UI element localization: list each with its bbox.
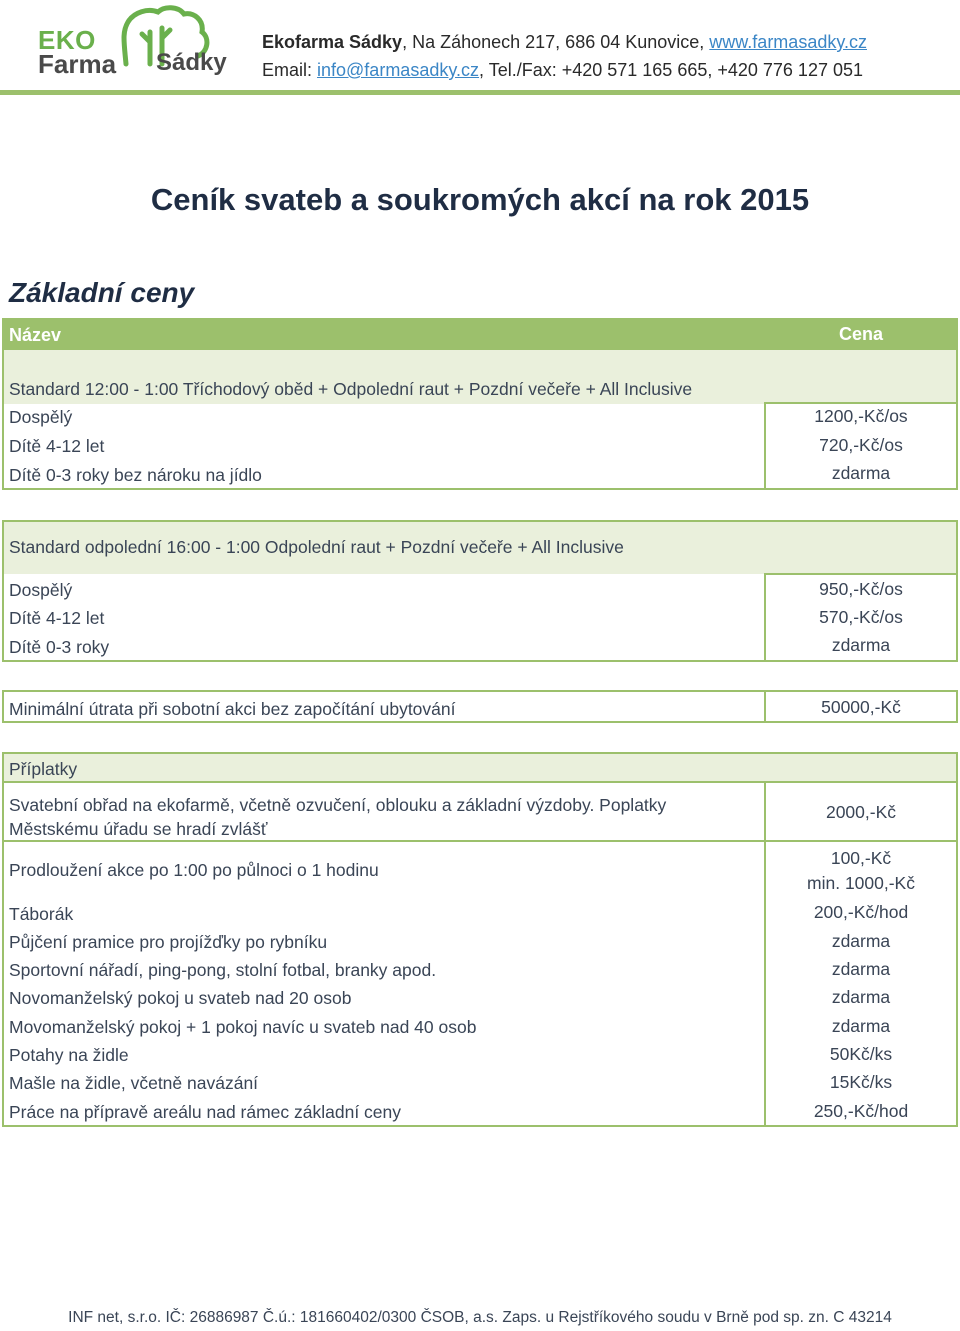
ekofarma-logo [34,2,254,84]
extension-price-rate: 100,-Kč [830,848,892,868]
page-footer: INF net, s.r.o. IČ: 26886987 Č.ú.: 181660402/0300 ČSOB, a.s. Zaps. u Rejstříkového soudu v Brně pod sp. zn. C 43214 [68,1309,892,1326]
extras-row-label: Práce na přípravě areálu nad rámec základní ceny [9,1102,402,1122]
afternoon-row-label: Dítě 4-12 let [9,608,105,628]
extras-row-label: Mašle na židle, včetně navázání [9,1073,259,1093]
extras-row-price: zdarma [831,959,891,979]
extras-row-label: Táborák [9,904,74,924]
ceremony-label-line-2: Městskému úřadu se hradí zvlášť [9,819,268,839]
afternoon-row-label: Dítě 0-3 roky [9,637,110,657]
phone-fax: , Tel./Fax: +420 571 165 665, +420 776 127 051 [479,60,864,80]
extras-row-price: 15Kč/ks [829,1072,893,1092]
standard-row-label: Dospělý [9,407,73,427]
extras-row-label: Potahy na židle [9,1045,129,1065]
logo-farma: Farma [38,49,117,79]
afternoon-row-label: Dospělý [9,580,73,600]
minimum-spend-label: Minimální útrata při sobotní akci bez započítání ubytování [9,699,456,719]
page-header [0,0,960,94]
email-label: Email: [262,60,318,80]
extras-title: Příplatky [9,759,78,779]
extras-row-label: Movomanželský pokoj + 1 pokoj navíc u svateb nad 40 osob [9,1017,477,1037]
extension-label: Prodloužení akce po 1:00 po půlnoci o 1 hodinu [9,860,379,880]
company-address: , Na Záhonech 217, 686 04 Kunovice, [402,32,710,52]
standard-row-price: 720,-Kč/os [819,435,903,455]
extras-row-price: zdarma [831,987,891,1007]
extras-ceremony-rule [2,840,958,842]
section-title: Základní ceny [9,277,195,308]
extras-row-label: Sportovní nářadí, ping-pong, stolní fotbal, branky apod. [9,960,437,980]
standard-title: Standard 12:00 - 1:00 Tříchodový oběd + Odpolední raut + Pozdní večeře + All Inclusive [9,379,693,399]
afternoon-row-price: zdarma [831,635,891,655]
afternoon-price-top-rule [764,573,958,575]
extras-row-price: zdarma [831,931,891,951]
standard-row-label: Dítě 4-12 let [9,436,105,456]
extension-price-min: min. 1000,-Kč [807,873,915,893]
standard-row-price: zdarma [831,463,891,483]
contact-block [262,28,867,84]
standard-row-price: 1200,-Kč/os [814,406,908,426]
ceremony-label-line-1: Svatební obřad na ekofarmě, včetně ozvučení, oblouku a základní výzdoby. Poplatky [9,795,667,815]
extras-row-price: 50Kč/ks [829,1044,893,1064]
logo-eko: EKO [38,25,96,55]
column-header-price: Cena [838,324,883,344]
contact-line-1 [262,28,867,56]
company-name: Ekofarma Sádky [262,32,403,52]
document-title: Ceník svateb a soukromých akcí na rok 2015 [150,182,810,217]
minimum-spend-price: 50000,-Kč [821,697,901,717]
afternoon-title: Standard odpolední 16:00 - 1:00 Odpolední raut + Pozdní večeře + All Inclusive [9,537,624,557]
afternoon-row-price: 570,-Kč/os [819,607,903,627]
standard-price-top-rule [764,402,958,404]
afternoon-row-price: 950,-Kč/os [819,579,903,599]
extras-row-label: Půjčení pramice pro projížďky po rybníku [9,932,328,952]
contact-line-2 [262,56,867,84]
website-link[interactable]: www.farmasadky.cz [709,32,867,52]
header-divider [0,90,960,95]
logo-sadky: Sádky [156,49,227,76]
extras-row-price: zdarma [831,1016,891,1036]
extras-row-label: Novomanželský pokoj u svateb nad 20 osob [9,988,352,1008]
standard-row-label: Dítě 0-3 roky bez nároku na jídlo [9,465,262,485]
extras-row-price: 250,-Kč/hod [813,1101,909,1121]
ceremony-price: 2000,-Kč [825,802,897,822]
extras-row-price: 200,-Kč/hod [813,902,909,922]
extras-header-rule [2,781,958,783]
email-link[interactable]: info@farmasadky.cz [317,60,480,80]
column-header-name: Název [9,325,62,345]
